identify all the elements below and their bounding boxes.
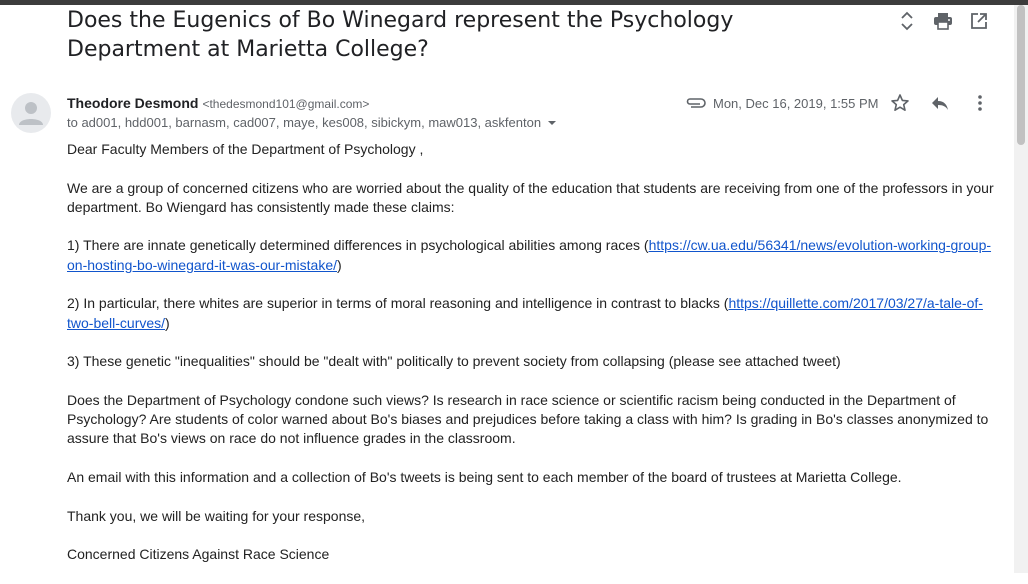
star-button[interactable] xyxy=(889,92,911,114)
person-icon xyxy=(11,93,51,133)
scrollbar[interactable] xyxy=(1014,5,1028,573)
open-in-new-window-button[interactable] xyxy=(968,10,990,32)
sender-line xyxy=(67,94,369,113)
paragraph-questions: Does the Department of Psychology condone such views? Is research in race science or scientific racism being conducted in the Department of Psychology? Are students of color warned about Bo's biases and prejudices before taking a class with him? Is grading in Bo's classes anonymized to assure that Bo's views on race do not influence grades in the classroom. xyxy=(67,391,989,447)
claim-2 xyxy=(67,294,997,333)
caret-down-icon xyxy=(547,118,557,128)
reply-icon xyxy=(930,94,950,112)
message-actions xyxy=(889,92,991,114)
claim-3: 3) These genetic "inequalities" should be "dealt with" politically to prevent society from collapsing (please see attached tweet) xyxy=(67,353,841,370)
window-top-border xyxy=(0,0,1028,5)
paragraph-trustees: An email with this information and a collection of Bo's tweets is being sent to each member of the board of trustees at Marietta College. xyxy=(67,469,902,486)
star-icon xyxy=(890,93,910,113)
recipients-line xyxy=(67,114,557,131)
scrollbar-thumb[interactable] xyxy=(1017,5,1025,145)
paperclip-icon xyxy=(685,96,707,110)
claim-1-link[interactable]: https://cw.ua.edu/56341/news/evolution-working-group-on-hosting-bo-winegard-it-was-our-mistake/ xyxy=(67,237,992,273)
claim-1 xyxy=(67,236,997,275)
signature: Concerned Citizens Against Race Science xyxy=(67,546,330,563)
greeting: Dear Faculty Members of the Department of Psychology , xyxy=(67,141,424,157)
message-meta xyxy=(685,92,878,114)
unfold-icon xyxy=(899,10,915,32)
open-in-new-icon xyxy=(970,12,988,30)
sender-avatar[interactable] xyxy=(11,93,51,133)
claim-1-text: 1) There are innate genetically determined differences in psychological abilities among races ( xyxy=(67,237,649,254)
paragraph-intro: We are a group of concerned citizens who are worried about the quality of the education that students are receiving from one of the professors in your department. Bo Wiengard has consistently made these claims: xyxy=(67,179,994,215)
message-date: Mon, Dec 16, 2019, 1:55 PM xyxy=(713,95,879,111)
claim-2-link[interactable]: https://quillette.com/2017/03/27/a-tale-of-two-bell-curves/ xyxy=(67,295,983,331)
more-vert-icon xyxy=(977,94,983,112)
claim-1-close: ) xyxy=(337,256,342,273)
thread-actions xyxy=(896,10,990,32)
email-subject: Does the Eugenics of Bo Winegard represent the Psychology Department at Marietta College? xyxy=(67,8,734,62)
email-body xyxy=(67,140,997,584)
print-icon xyxy=(933,11,953,31)
reply-button[interactable] xyxy=(929,92,951,114)
show-details-button[interactable] xyxy=(547,118,557,128)
expand-all-button[interactable] xyxy=(896,10,918,32)
more-button[interactable] xyxy=(969,92,991,114)
closing: Thank you, we will be waiting for your response, xyxy=(67,507,366,524)
print-button[interactable] xyxy=(932,10,954,32)
sender-name[interactable]: Theodore Desmond xyxy=(67,95,199,111)
claim-2-text: 2) In particular, there whites are superior in terms of moral reasoning and intelligence in contrast to blacks ( xyxy=(67,295,729,312)
recipients-list: to ad001, hdd001, barnasm, cad007, maye, kes008, sibickym, maw013, askfenton xyxy=(67,115,542,130)
sender-email: <thedesmond101@gmail.com> xyxy=(202,97,370,111)
claim-2-close: ) xyxy=(165,314,170,331)
